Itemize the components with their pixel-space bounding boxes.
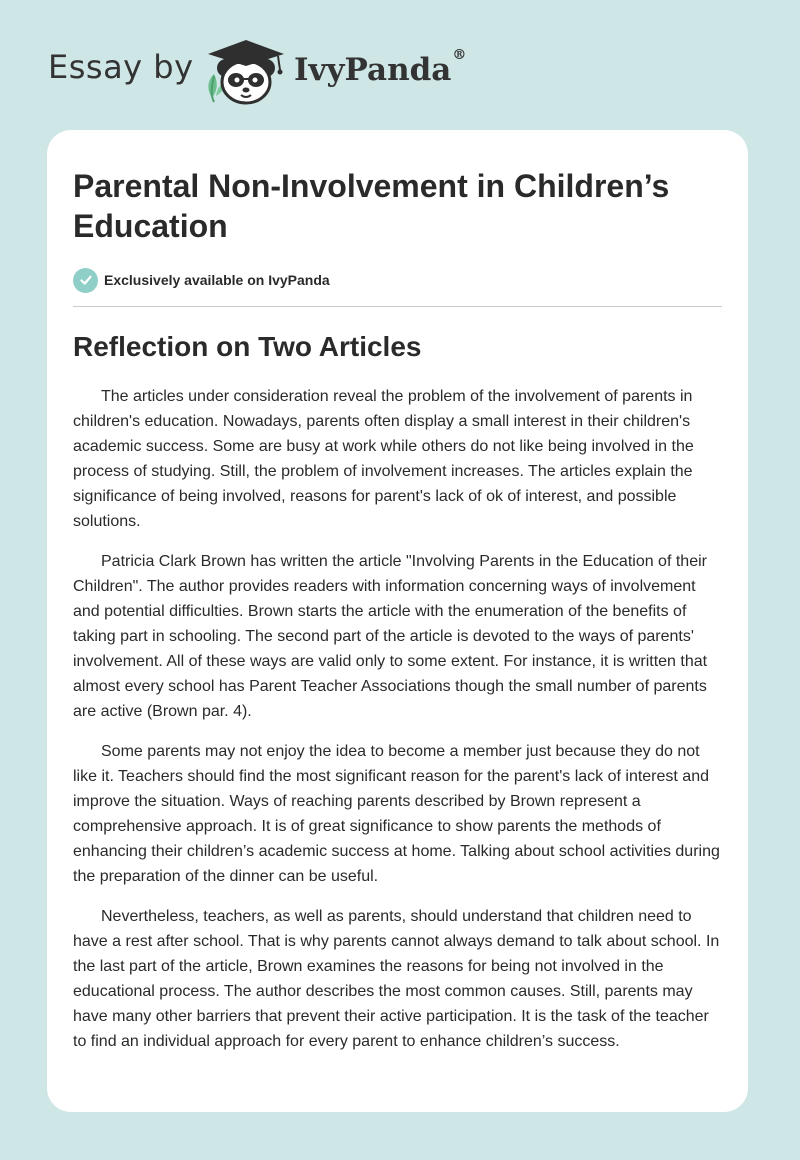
paragraph: The articles under consideration reveal the problem of the involvement of parents in children's education. Nowadays, parents often display a small interest in their children's academic success. Some are busy at work while others do not like being involved in the process of studying. Still, the problem of involvement increases. The articles explain the significance of being involved, reasons for parent's lack of ok of interest, and possible solutions. <box>73 388 694 530</box>
brand-name[interactable]: IvyPanda® <box>294 46 467 88</box>
exclusive-label: Exclusively available on IvyPanda <box>104 272 330 288</box>
site-header <box>0 0 800 128</box>
essay-card <box>47 130 748 1112</box>
essay-body <box>73 384 722 1054</box>
essay-title: Parental Non-Involvement in Children’s Education <box>73 168 670 244</box>
essay-by-label: Essay by <box>48 48 194 86</box>
divider <box>73 306 722 307</box>
exclusive-badge <box>73 267 722 293</box>
paragraph: Nevertheless, teachers, as well as parents, should understand that children need to have a rest after school. That is why parents cannot always demand to talk about school. In the last part of the article, Brown examines the reasons for being not involved in the educational process. The author describes the most common causes. Still, parents may have many other barriers that prevent their active participation. It is the task of the teacher to find an individual approach for every parent to enhance children’s success. <box>73 908 720 1050</box>
paragraph: Some parents may not enjoy the idea to become a member just because they do not like it. Teachers should find the most significant reason for the parent's lack of interest and improve the situation. Ways of reaching parents described by Brown represent a comprehensive approach. It is of great significance to show parents the methods of enhancing their children’s academic success at home. Talking about school activities during the preparation of the dinner can be useful. <box>73 743 720 885</box>
section-title: Reflection on Two Articles <box>73 331 422 362</box>
registered-mark: ® <box>452 46 467 63</box>
check-icon <box>73 268 98 293</box>
paragraph: Patricia Clark Brown has written the article "Involving Parents in the Education of their Children". The author provides readers with information concerning ways of involvement and potential difficulties. Brown starts the article with the enumeration of the benefits of taking part in schooling. The second part of the article is devoted to the ways of parents' involvement. All of these ways are valid only to some extent. For instance, it is written that almost every school has Parent Teacher Associations though the small number of parents are active (Brown par. 4). <box>73 553 708 720</box>
panda-graduate-icon <box>200 36 292 108</box>
